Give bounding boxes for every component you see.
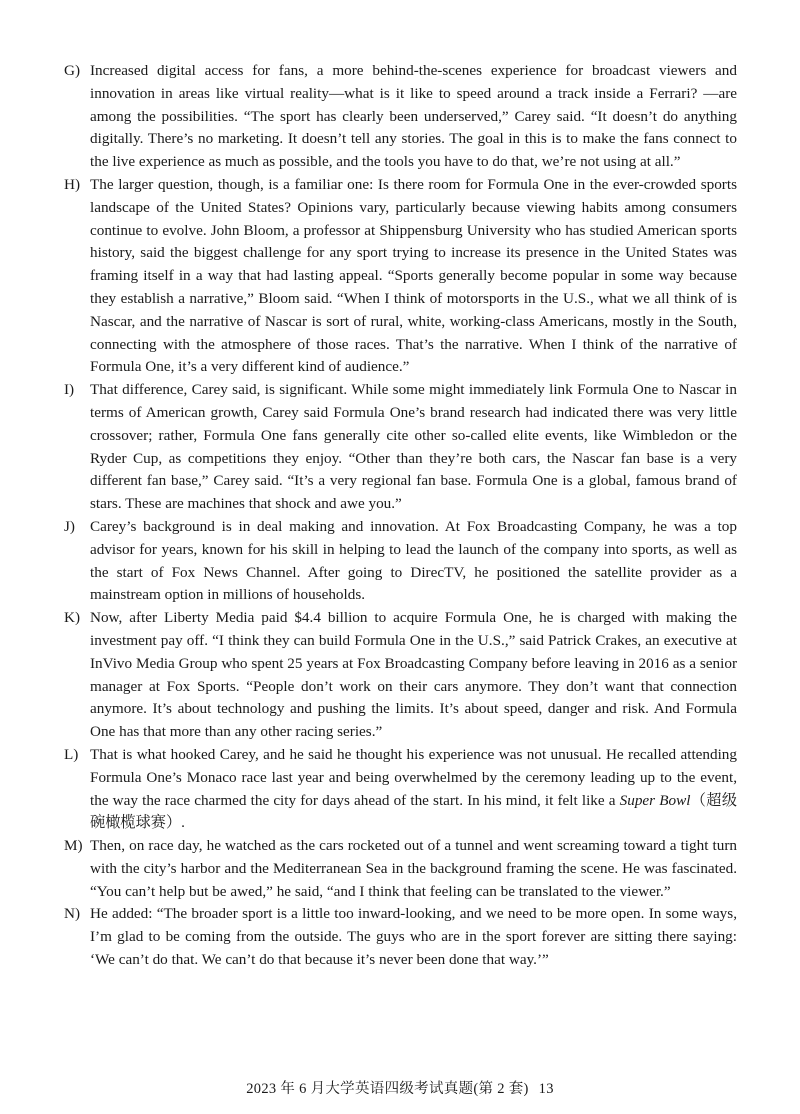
page-footer [0, 1077, 800, 1098]
paragraph-h [64, 174, 737, 379]
page-number: 13 [538, 1081, 554, 1097]
paragraph-text [90, 746, 737, 831]
paragraph-text: Increased digital access for fans, a more behind-the-scenes experience for broadcast viewers and innovation in areas like virtual reality—what is it like to speed around a track inside a Ferrari? —are among the possibilities. “The sport has clearly been underserved,” Carey said. “It doesn’t do anything digitally. There’s no marketing. It doesn’t tell any stories. The goal in this is to make the fans connect to the live experience as much as possible, and the tools you have to do that, we’re not using at all.” [90, 62, 737, 171]
paragraph-text: Then, on race day, he watched as the cars rocketed out of a tunnel and went screaming toward a tight turn with the city’s harbor and the Mediterranean Sea in the background framing the scene. He was fascinated. “You can’t help but be awed,” he said, “and I think that feeling can be translated to the viewer.” [90, 837, 737, 900]
paragraph-letter: G) [64, 62, 81, 79]
paragraph-text: He added: “The broader sport is a little too inward-looking, and we need to be more open. In some ways, I’m glad to be coming from the outside. The guys who are in the sport forever are sitting there saying: ‘We can’t do that. We can’t do that because it’s never been done that way.’” [90, 905, 737, 969]
paragraph-l [64, 744, 737, 835]
paragraph-text-suffix: （超级碗橄榄球赛）. [90, 791, 738, 832]
paragraph-n [64, 903, 737, 971]
paragraph-text: Carey’s background is in deal making and innovation. At Fox Broadcasting Company, he was a top advisor for years, known for his skill in helping to lead the launch of the company into sports, as well as the start of Fox News Channel. After going to DirecTV, he positioned the satellite provider as a mainstream option in millions of households. [90, 517, 737, 604]
paragraph-j [64, 516, 737, 607]
paragraph-text: The larger question, though, is a familiar one: Is there room for Formula One in the ever-crowded sports landscape of the United States? Opinions vary, particularly because viewing habits among consumers continue to evolve. John Bloom, a professor at Shippensburg University who has studied American sports history, said the biggest challenge for any sport trying to increase its presence in the United States was framing itself in a way that had lasting appeal. “Sports generally become popular in some way because they establish a narrative,” Bloom said. “When I think of motorsports in the U.S., what we all think of is Nascar, and the narrative of Nascar is sort of rural, white, working-class Americans, mostly in the South, connecting with the atmosphere of those races. That’s the narrative. When I think of the narrative of Formula One, it’s a very different kind of audience.” [90, 175, 737, 376]
paragraph-letter: K) [64, 609, 81, 627]
paragraph-m [64, 835, 737, 903]
footer-title: 2023 年 6 月大学英语四级考试真题(第 2 套) [246, 1081, 529, 1097]
paragraph-text: That difference, Carey said, is significant. While some might immediately link Formula One to Nascar in terms of American growth, Carey said Formula One’s brand research had indicated there was very little crossover; rather, Formula One fans generally cite other so-called elite events, like Wimbledon or the Ryder Cup, as competitions they enjoy. “Other than they’re both cars, the Nascar fan base is a very different fan base,” Carey said. “It’s a very regional fan base. Formula One is a global, famous brand of stars. These are machines that shock and awe you.” [90, 381, 737, 513]
paragraph-text-main: That is what hooked Carey, and he said he thought his experience was not unusual. He recalled attending Formula One’s Monaco race last year and being overwhelmed by the ceremony leading up to the event, the way the race charmed the city for days ahead of the start. In his mind, it felt like a [90, 745, 737, 809]
paragraph-text: Now, after Liberty Media paid $4.4 billion to acquire Formula One, he is charged with making the investment pay off. “I think they can build Formula One in the U.S.,” said Patrick Crakes, an executive at InVivo Media Group who spent 25 years at Fox Broadcasting Company before leaving in 2016 as a senior manager at Fox Sports. “People don’t work on their cars anymore. They don’t want that connection anymore. It’s about technology and pushing the limits. It’s about speed, danger and risk. And Formula One has that more than any other racing series.” [90, 609, 737, 741]
paragraph-letter: H) [64, 175, 81, 193]
passage-body [64, 60, 737, 972]
paragraph-i [64, 379, 737, 516]
paragraph-letter: I) [64, 381, 75, 399]
paragraph-k [64, 607, 737, 744]
paragraph-letter: M) [64, 837, 83, 855]
italic-term: Super Bowl [619, 791, 691, 809]
paragraph-letter: N) [64, 905, 81, 923]
paragraph-letter: L) [64, 745, 79, 763]
paragraph-letter: J) [64, 517, 75, 535]
paragraph-g [64, 60, 737, 174]
